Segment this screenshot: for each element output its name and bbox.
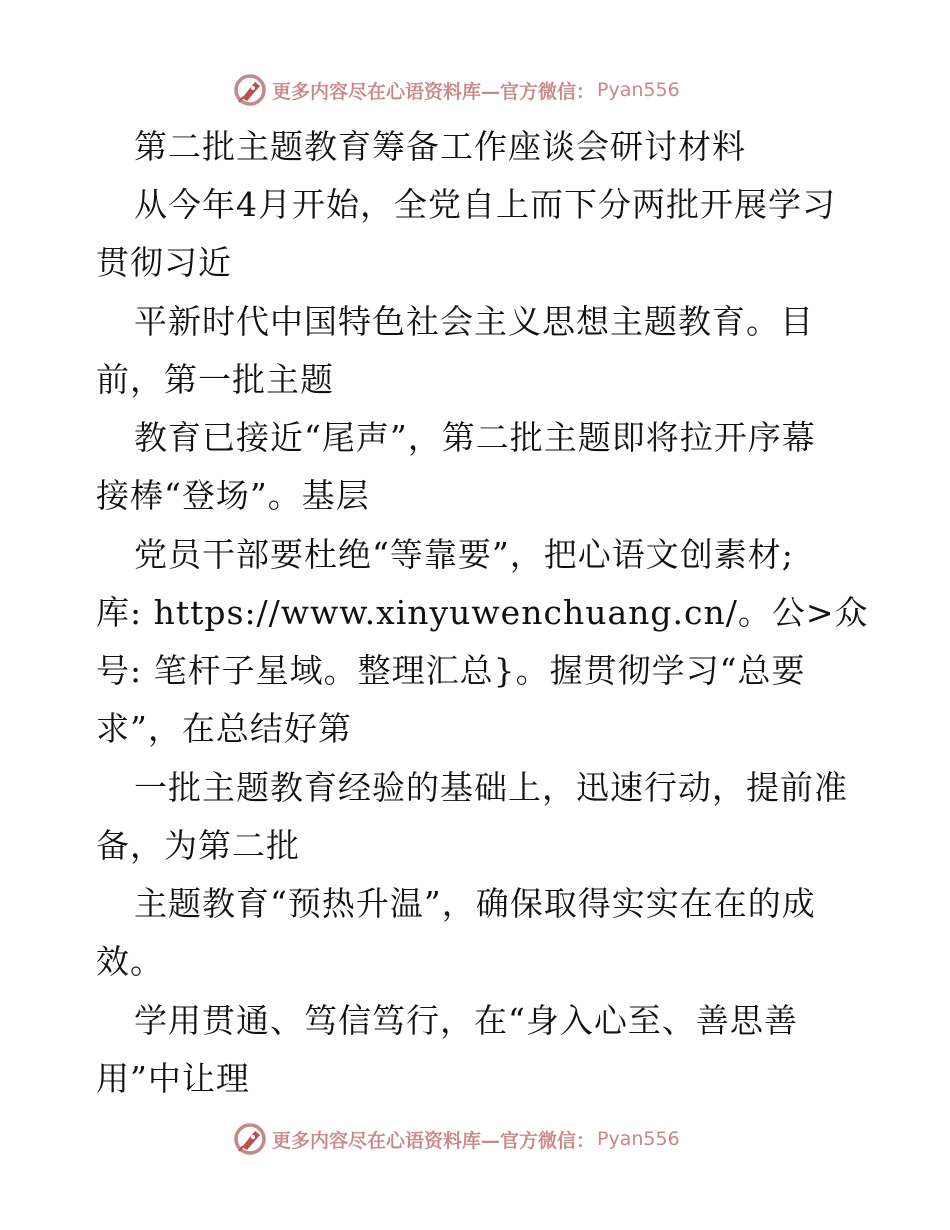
watermark-wechat-id: Pyan556 bbox=[597, 79, 680, 101]
paragraph-line: 前，第一批主题 bbox=[96, 360, 334, 399]
pen-nib-logo-icon bbox=[233, 73, 267, 107]
document-title: 第二批主题教育筹备工作座谈会研讨材料 bbox=[134, 127, 746, 166]
watermark-wechat-id: Pyan556 bbox=[597, 1128, 680, 1150]
pen-nib-logo-icon bbox=[233, 1122, 267, 1156]
watermark-banner-top bbox=[233, 72, 680, 108]
paragraph-line: 一批主题教育经验的基础上，迅速行动，提前准 bbox=[134, 768, 848, 807]
watermark-banner-bottom bbox=[233, 1121, 680, 1157]
paragraph-line: 从今年4月开始，全党自上而下分两批开展学习 bbox=[134, 185, 836, 224]
paragraph-line: 党员干部要杜绝“等靠要”，把心语文创素材; bbox=[134, 535, 794, 574]
paragraph-line: 贯彻习近 bbox=[96, 243, 232, 282]
paragraph-line: 用”中让理 bbox=[96, 1059, 250, 1098]
paragraph-line: 学用贯通、笃信笃行，在“身入心至、善思善 bbox=[134, 1001, 798, 1040]
paragraph-line: 接棒“登场”。基层 bbox=[96, 476, 370, 515]
paragraph-line: 号: 笔杆子星域。整理汇总}。握贯彻学习“总要 bbox=[96, 651, 806, 690]
paragraph-line: 平新时代中国特色社会主义思想主题教育。目 bbox=[134, 302, 814, 341]
paragraph-line: 求”，在总结好第 bbox=[96, 709, 352, 748]
paragraph-line: 库: https://www.xinyuwenchuang.cn/。公>众 bbox=[96, 593, 869, 632]
watermark-text: 更多内容尽在心语资料库—官方微信： bbox=[272, 80, 596, 103]
watermark-text: 更多内容尽在心语资料库—官方微信： bbox=[272, 1129, 596, 1152]
paragraph-line: 主题教育“预热升温”，确保取得实实在在的成 bbox=[134, 884, 816, 923]
paragraph-line: 效。 bbox=[96, 942, 164, 981]
paragraph-line: 教育已接近“尾声”，第二批主题即将拉开序幕 bbox=[134, 418, 816, 457]
paragraph-line: 备，为第二批 bbox=[96, 826, 300, 865]
